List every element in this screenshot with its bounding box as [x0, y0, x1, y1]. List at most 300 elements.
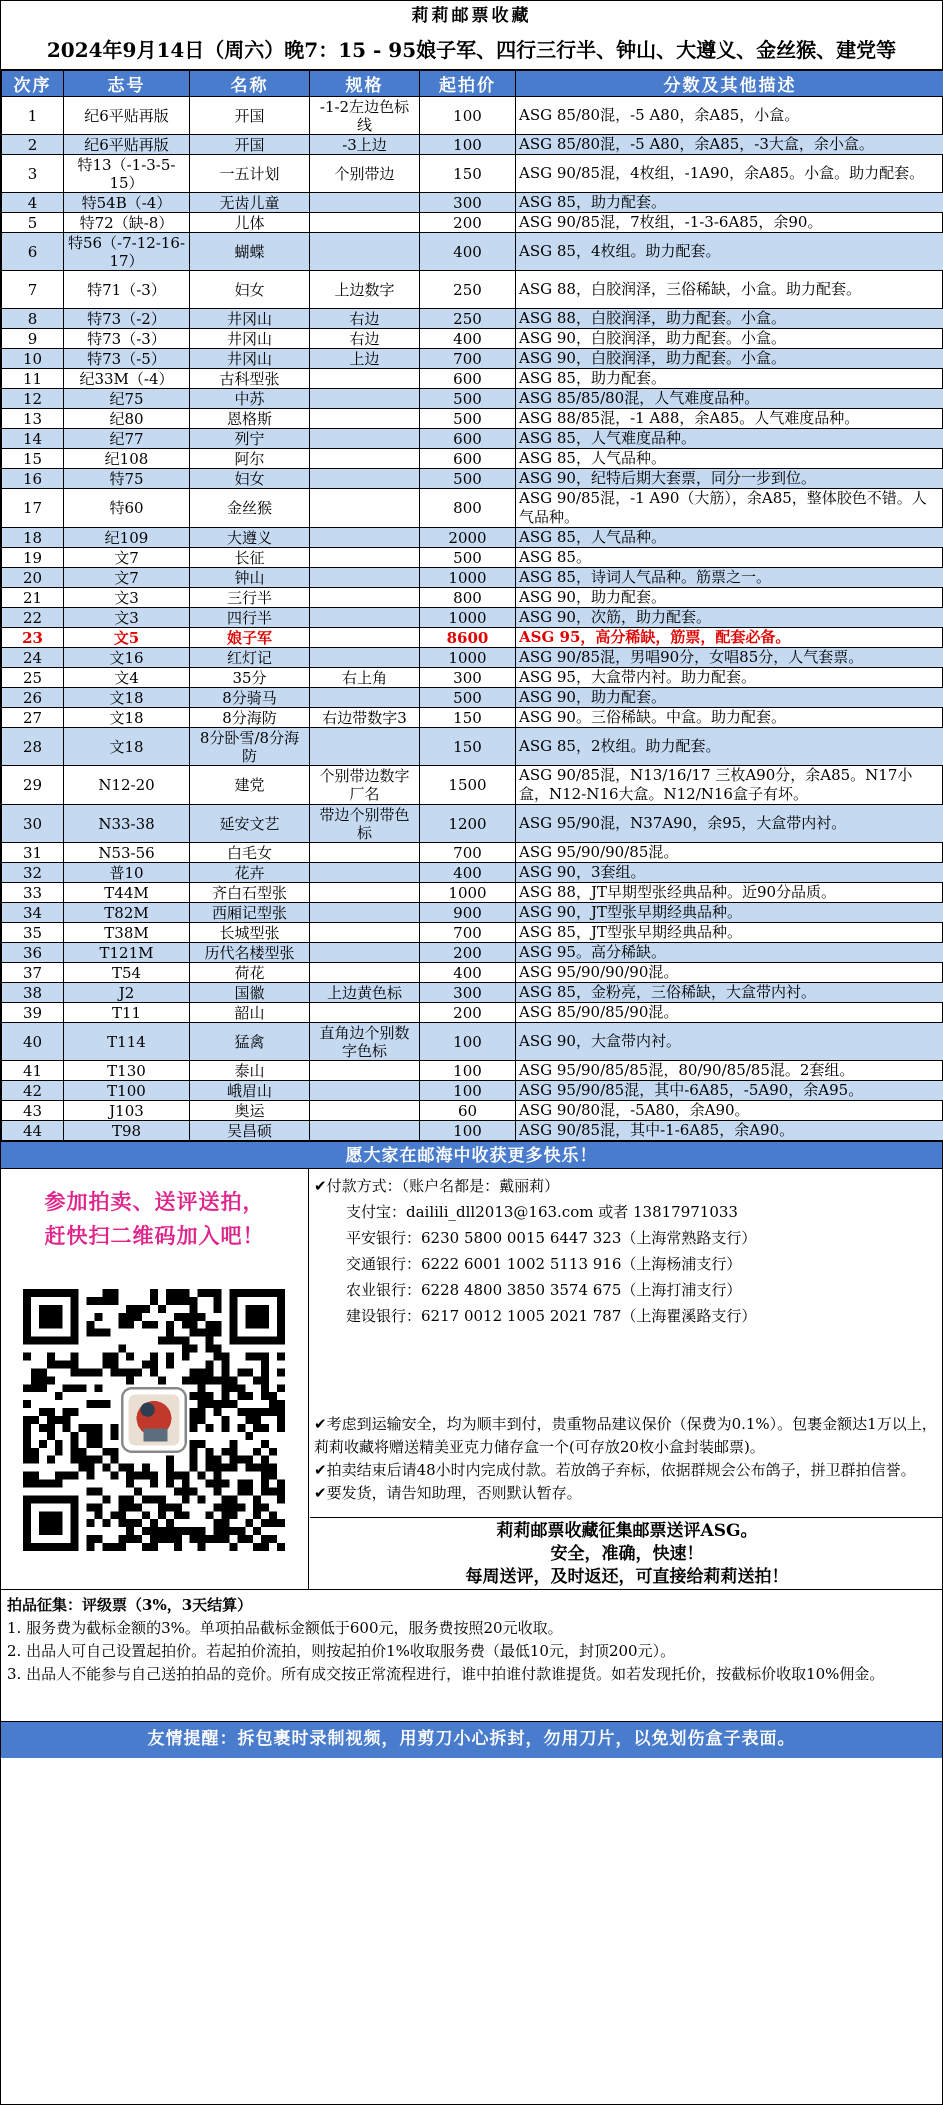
- lot-spec: [310, 1081, 420, 1101]
- lot-desc: ASG 95。高分稀缺。: [516, 943, 943, 963]
- lot-desc: ASG 90，助力配套。: [516, 688, 943, 708]
- lot-desc: ASG 85/90/85/90混。: [516, 1003, 943, 1023]
- table-row: [2, 1061, 943, 1081]
- lot-desc: ASG 95/90/90/85混。: [516, 843, 943, 863]
- table-row: [2, 193, 943, 213]
- lot-no: 33: [2, 883, 64, 903]
- lot-spec: [310, 863, 420, 883]
- table-row: [2, 863, 943, 883]
- lot-price: 1000: [420, 568, 516, 588]
- invite-panel: [1, 1169, 309, 1589]
- lot-no: 30: [2, 805, 64, 843]
- lot-spec: 上边黄色标: [310, 983, 420, 1003]
- lot-price: 1500: [420, 766, 516, 805]
- lot-desc: ASG 95/90/85混，其中-6A85，-5A90，余A95。: [516, 1081, 943, 1101]
- consignment-terms: [1, 1590, 942, 1722]
- table-row: [2, 469, 943, 489]
- lot-name: 开国: [190, 135, 310, 155]
- lot-price: 150: [420, 728, 516, 766]
- lot-spec: [310, 449, 420, 469]
- lot-price: 100: [420, 1081, 516, 1101]
- lot-name: 长征: [190, 548, 310, 568]
- lot-desc: ASG 95/90/85/85混，80/90/85/85混。2套组。: [516, 1061, 943, 1081]
- lot-price: 100: [420, 97, 516, 135]
- lot-name: 井冈山: [190, 329, 310, 349]
- lot-name: 8分骑马: [190, 688, 310, 708]
- lot-price: 800: [420, 489, 516, 528]
- lot-price: 8600: [420, 628, 516, 648]
- lot-price: 600: [420, 369, 516, 389]
- lot-no: 5: [2, 213, 64, 233]
- lot-desc: ASG 90/85混，-1 A90（大筋），余A85，整体胶色不错。人气品种。: [516, 489, 943, 528]
- lot-price: 1000: [420, 608, 516, 628]
- lot-spec: [310, 923, 420, 943]
- payment-panel: [310, 1169, 943, 1589]
- lot-code: J103: [64, 1101, 190, 1121]
- lot-desc: ASG 90/85混，4枚组，-1A90，余A85。小盒。助力配套。: [516, 155, 943, 193]
- lot-price: 500: [420, 389, 516, 409]
- lot-code: T44M: [64, 883, 190, 903]
- header-spec: 规格: [310, 71, 420, 97]
- lot-spec: [310, 489, 420, 528]
- lot-price: 400: [420, 963, 516, 983]
- lot-no: 1: [2, 97, 64, 135]
- lot-code: T98: [64, 1121, 190, 1141]
- lot-no: 19: [2, 548, 64, 568]
- table-row: [2, 213, 943, 233]
- lot-spec: [310, 588, 420, 608]
- lot-code: 文7: [64, 548, 190, 568]
- lot-no: 6: [2, 233, 64, 271]
- promo-line: 莉莉邮票收藏征集邮票送评ASG。: [496, 1521, 758, 1541]
- table-row: [2, 271, 943, 309]
- page-subtitle: 2024年9月14日（周六）晚7：15 - 95娘子军、四行三行半、钟山、大遵义、金丝猴、建党等: [1, 32, 942, 70]
- lot-spec: [310, 728, 420, 766]
- lot-spec: [310, 628, 420, 648]
- bank-account: 建设银行：6217 0012 1005 2021 787（上海瞿溪路支行）: [346, 1307, 757, 1325]
- terms-title: 拍品征集：评级票（3%，3天结算）: [7, 1596, 253, 1614]
- lot-price: 500: [420, 409, 516, 429]
- lot-name: 恩格斯: [190, 409, 310, 429]
- lot-spec: [310, 943, 420, 963]
- lot-price: 400: [420, 233, 516, 271]
- table-row: [2, 608, 943, 628]
- lot-name: 井冈山: [190, 309, 310, 329]
- lot-no: 43: [2, 1101, 64, 1121]
- lot-name: 列宁: [190, 429, 310, 449]
- lot-desc: ASG 85，诗词人气品种。筋票之一。: [516, 568, 943, 588]
- lot-desc: ASG 90/85混，N13/16/17 三枚A90分，余A85。N17小盒，N12-N16大盒。N12/N16盒子有坏。: [516, 766, 943, 805]
- lot-desc: ASG 95/90混，N37A90，余95，大盒带内衬。: [516, 805, 943, 843]
- lot-no: 21: [2, 588, 64, 608]
- lot-desc: ASG 90，3套组。: [516, 863, 943, 883]
- lot-price: 900: [420, 903, 516, 923]
- lot-desc: ASG 85。: [516, 548, 943, 568]
- lot-name: 吴昌硕: [190, 1121, 310, 1141]
- lot-code: 纪80: [64, 409, 190, 429]
- lot-spec: [310, 1003, 420, 1023]
- lot-spec: [310, 688, 420, 708]
- lot-code: 文18: [64, 688, 190, 708]
- lot-price: 700: [420, 349, 516, 369]
- shipping-notes: [310, 1413, 943, 1505]
- lot-code: 特72（缺-8）: [64, 213, 190, 233]
- lot-no: 9: [2, 329, 64, 349]
- lot-code: T121M: [64, 943, 190, 963]
- lot-desc: ASG 85，人气品种。: [516, 528, 943, 548]
- table-row: [2, 766, 943, 805]
- lot-no: 11: [2, 369, 64, 389]
- lot-price: 1000: [420, 648, 516, 668]
- lot-price: 100: [420, 1023, 516, 1061]
- lot-code: 文7: [64, 568, 190, 588]
- lot-desc: ASG 85，人气难度品种。: [516, 429, 943, 449]
- lot-no: 34: [2, 903, 64, 923]
- lot-no: 4: [2, 193, 64, 213]
- lot-desc: ASG 90/85混，其中-1-6A85，余A90。: [516, 1121, 943, 1141]
- lot-spec: [310, 1121, 420, 1141]
- table-row: [2, 843, 943, 863]
- note-item: ✔考虑到运输安全，均为顺丰到付，贵重物品建议保价（保费为0.1%）。包裹金额达1万以上，莉莉收藏将赠送精美亚克力储存盒一个(可存放20枚小盒封装邮票)。: [314, 1415, 937, 1456]
- lot-spec: 带边个别带色标: [310, 805, 420, 843]
- note-item: ✔拍卖结束后请48小时内完成付款。若放鸽子弃标，依据群规会公布鸽子，拼卫群拍信誉。: [314, 1461, 916, 1479]
- payment-info: [310, 1169, 943, 1329]
- lot-code: T100: [64, 1081, 190, 1101]
- lot-spec: [310, 213, 420, 233]
- lot-spec: [310, 369, 420, 389]
- header-name: 名称: [190, 71, 310, 97]
- lot-desc: ASG 90/80混，-5A80，余A90。: [516, 1101, 943, 1121]
- lot-no: 20: [2, 568, 64, 588]
- lot-name: 妇女: [190, 271, 310, 309]
- table-row: [2, 135, 943, 155]
- lot-price: 700: [420, 843, 516, 863]
- lot-name: 峨眉山: [190, 1081, 310, 1101]
- lot-desc: ASG 90，助力配套。: [516, 588, 943, 608]
- table-row: [2, 233, 943, 271]
- table-row: [2, 588, 943, 608]
- lot-name: 红灯记: [190, 648, 310, 668]
- lot-name: 齐白石型张: [190, 883, 310, 903]
- lot-table: [1, 70, 943, 1141]
- invite-line: 参加拍卖、送评送拍，: [44, 1189, 265, 1214]
- lot-desc: ASG 90。三俗稀缺。中盒。助力配套。: [516, 708, 943, 728]
- lot-no: 39: [2, 1003, 64, 1023]
- table-row: [2, 97, 943, 135]
- table-row: [2, 903, 943, 923]
- table-row: [2, 963, 943, 983]
- table-row: [2, 528, 943, 548]
- lot-code: 文18: [64, 728, 190, 766]
- lot-spec: [310, 648, 420, 668]
- footer-reminder: 友情提醒：拆包裹时录制视频，用剪刀小心拆封，勿用刀片，以免划伤盒子表面。: [1, 1722, 942, 1758]
- lot-code: 纪6平贴再版: [64, 97, 190, 135]
- lot-desc: ASG 88，白胶润泽，助力配套。小盒。: [516, 309, 943, 329]
- lot-code: 纪109: [64, 528, 190, 548]
- lot-spec: [310, 193, 420, 213]
- lot-spec: [310, 548, 420, 568]
- lot-price: 100: [420, 1121, 516, 1141]
- lot-name: 35分: [190, 668, 310, 688]
- table-row: [2, 329, 943, 349]
- lot-price: 1200: [420, 805, 516, 843]
- lot-price: 300: [420, 193, 516, 213]
- alipay-account: 支付宝：dailili_dll2013@163.com 或者 13817971033: [346, 1203, 738, 1221]
- lot-code: 纪6平贴再版: [64, 135, 190, 155]
- lot-name: 建党: [190, 766, 310, 805]
- lot-price: 400: [420, 329, 516, 349]
- lot-price: 250: [420, 271, 516, 309]
- lot-desc: ASG 90，次筋，助力配套。: [516, 608, 943, 628]
- table-row: [2, 449, 943, 469]
- lot-name: 8分卧雪/8分海防: [190, 728, 310, 766]
- lot-desc: ASG 85/80混，-5 A80，余A85，-3大盒，余小盒。: [516, 135, 943, 155]
- invite-text: [1, 1169, 308, 1253]
- lot-spec: [310, 409, 420, 429]
- lot-no: 3: [2, 155, 64, 193]
- lot-name: 延安文艺: [190, 805, 310, 843]
- lot-no: 32: [2, 863, 64, 883]
- bank-account: 农业银行：6228 4800 3850 3574 675（上海打浦支行）: [346, 1281, 742, 1299]
- lot-code: T38M: [64, 923, 190, 943]
- terms-item: 3. 出品人不能参与自己送拍拍品的竞价。所有成交按正常流程进行，谁中拍谁付款谁提货。如若发现托价，按截标价收取10%佣金。: [7, 1665, 885, 1683]
- lot-no: 24: [2, 648, 64, 668]
- lot-spec: [310, 843, 420, 863]
- lot-code: 特71（-3）: [64, 271, 190, 309]
- lot-spec: [310, 528, 420, 548]
- lot-code: 特75: [64, 469, 190, 489]
- table-row: [2, 309, 943, 329]
- lot-code: 特54B（-4）: [64, 193, 190, 213]
- table-row: [2, 943, 943, 963]
- lot-price: 60: [420, 1101, 516, 1121]
- header-code: 志号: [64, 71, 190, 97]
- lot-name: 历代名楼型张: [190, 943, 310, 963]
- lot-name: 蝴蝶: [190, 233, 310, 271]
- lot-spec: [310, 233, 420, 271]
- lot-price: 700: [420, 923, 516, 943]
- lot-price: 200: [420, 1003, 516, 1023]
- lot-no: 17: [2, 489, 64, 528]
- lot-name: 一五计划: [190, 155, 310, 193]
- lot-price: 100: [420, 135, 516, 155]
- table-row: [2, 923, 943, 943]
- info-section: [1, 1169, 942, 1590]
- lot-desc: ASG 85，助力配套。: [516, 193, 943, 213]
- lot-price: 200: [420, 943, 516, 963]
- lot-price: 800: [420, 588, 516, 608]
- lot-name: 钟山: [190, 568, 310, 588]
- lot-price: 600: [420, 449, 516, 469]
- lot-name: 白毛女: [190, 843, 310, 863]
- lot-desc: ASG 90/85混，男唱90分，女唱85分，人气套票。: [516, 648, 943, 668]
- lot-price: 1000: [420, 883, 516, 903]
- greeting-banner: 愿大家在邮海中收获更多快乐！: [1, 1141, 942, 1169]
- lot-code: 文18: [64, 708, 190, 728]
- lot-desc: ASG 90，JT型张早期经典品种。: [516, 903, 943, 923]
- lot-desc: ASG 90，纪特后期大套票，同分一步到位。: [516, 469, 943, 489]
- lot-price: 500: [420, 548, 516, 568]
- table-row: [2, 1003, 943, 1023]
- table-row: [2, 688, 943, 708]
- lot-spec: 个别带边: [310, 155, 420, 193]
- lot-no: 28: [2, 728, 64, 766]
- lot-desc: ASG 88，JT早期型张经典品种。近90分品质。: [516, 883, 943, 903]
- lot-code: N12-20: [64, 766, 190, 805]
- lot-name: 井冈山: [190, 349, 310, 369]
- lot-no: 15: [2, 449, 64, 469]
- table-row: [2, 728, 943, 766]
- lot-price: 500: [420, 469, 516, 489]
- bank-account: 平安银行：6230 5800 0015 6447 323（上海常熟路支行）: [346, 1229, 757, 1247]
- lot-code: T82M: [64, 903, 190, 923]
- lot-price: 150: [420, 708, 516, 728]
- lot-no: 44: [2, 1121, 64, 1141]
- lot-name: 花卉: [190, 863, 310, 883]
- table-row: [2, 805, 943, 843]
- lot-no: 37: [2, 963, 64, 983]
- lot-price: 250: [420, 309, 516, 329]
- header-desc: 分数及其他描述: [516, 71, 943, 97]
- lot-no: 2: [2, 135, 64, 155]
- lot-name: 三行半: [190, 588, 310, 608]
- lot-spec: [310, 1101, 420, 1121]
- qr-code[interactable]: [23, 1289, 285, 1551]
- lot-no: 42: [2, 1081, 64, 1101]
- lot-no: 16: [2, 469, 64, 489]
- lot-name: 四行半: [190, 608, 310, 628]
- lot-name: 大遵义: [190, 528, 310, 548]
- header-price: 起拍价: [420, 71, 516, 97]
- lot-spec: -1-2左边色标线: [310, 97, 420, 135]
- lot-spec: [310, 903, 420, 923]
- lot-spec: 个别带边数字厂名: [310, 766, 420, 805]
- table-row: [2, 708, 943, 728]
- lot-spec: 右上角: [310, 668, 420, 688]
- lot-name: 妇女: [190, 469, 310, 489]
- lot-desc: ASG 85/85/80混，人气难度品种。: [516, 389, 943, 409]
- lot-no: 13: [2, 409, 64, 429]
- page-title: 莉莉邮票收藏: [411, 6, 532, 26]
- lot-name: 长城型张: [190, 923, 310, 943]
- lot-price: 200: [420, 213, 516, 233]
- lot-desc: ASG 85，2枚组。助力配套。: [516, 728, 943, 766]
- lot-desc: ASG 90/85混，7枚组，-1-3-6A85，余90。: [516, 213, 943, 233]
- lot-spec: 右边带数字3: [310, 708, 420, 728]
- lot-spec: [310, 883, 420, 903]
- lot-no: 36: [2, 943, 64, 963]
- table-row: [2, 369, 943, 389]
- table-row: [2, 1081, 943, 1101]
- lot-no: 18: [2, 528, 64, 548]
- lot-code: N53-56: [64, 843, 190, 863]
- lot-code: N33-38: [64, 805, 190, 843]
- lot-no: 23: [2, 628, 64, 648]
- lot-name: 国徽: [190, 983, 310, 1003]
- table-row: [2, 1101, 943, 1121]
- lot-no: 41: [2, 1061, 64, 1081]
- lot-desc: ASG 85，4枚组。助力配套。: [516, 233, 943, 271]
- table-row: [2, 1023, 943, 1061]
- header-no: 次序: [2, 71, 64, 97]
- lot-desc: ASG 95/90/90/90混。: [516, 963, 943, 983]
- table-row: [2, 429, 943, 449]
- promo-line: 安全，准确，快速！: [550, 1544, 704, 1564]
- terms-item: 2. 出品人可自己设置起拍价。若起拍价流拍，则按起拍价1%收取服务费（最低10元，封顶200元）。: [7, 1642, 676, 1660]
- lot-spec: [310, 389, 420, 409]
- promo-box: [310, 1517, 943, 1589]
- lot-code: T11: [64, 1003, 190, 1023]
- invite-line: 赶快扫二维码加入吧！: [44, 1223, 265, 1248]
- lot-spec: 右边: [310, 309, 420, 329]
- payment-heading: ✔付款方式：（账户名都是：戴丽莉）: [314, 1177, 560, 1195]
- lot-code: 纪33M（-4）: [64, 369, 190, 389]
- lot-spec: [310, 469, 420, 489]
- lot-name: 古科型张: [190, 369, 310, 389]
- lot-code: 特73（-2）: [64, 309, 190, 329]
- table-row: [2, 983, 943, 1003]
- lot-code: 纪108: [64, 449, 190, 469]
- lot-price: 500: [420, 688, 516, 708]
- lot-code: J2: [64, 983, 190, 1003]
- lot-no: 22: [2, 608, 64, 628]
- lot-spec: -3上边: [310, 135, 420, 155]
- lot-spec: [310, 568, 420, 588]
- lot-desc: ASG 90，白胶润泽，助力配套。小盒。: [516, 329, 943, 349]
- lot-code: 文4: [64, 668, 190, 688]
- lot-price: 300: [420, 668, 516, 688]
- lot-desc: ASG 85，JT型张早期经典品种。: [516, 923, 943, 943]
- table-row: [2, 883, 943, 903]
- lot-code: T114: [64, 1023, 190, 1061]
- table-row: [2, 668, 943, 688]
- lot-desc: ASG 85/80混，-5 A80，余A85，小盒。: [516, 97, 943, 135]
- promo-line: 每周送评，及时返还，可直接给莉莉送拍！: [465, 1567, 789, 1587]
- lot-spec: 上边: [310, 349, 420, 369]
- table-row: [2, 155, 943, 193]
- lot-desc: ASG 90，大盒带内衬。: [516, 1023, 943, 1061]
- lot-code: 特13（-1-3-5-15）: [64, 155, 190, 193]
- lot-code: 文5: [64, 628, 190, 648]
- lot-desc: ASG 85，金粉亮，三俗稀缺，大盒带内衬。: [516, 983, 943, 1003]
- lot-desc: ASG 88，白胶润泽，三俗稀缺，小盒。助力配套。: [516, 271, 943, 309]
- table-row: [2, 568, 943, 588]
- lot-no: 27: [2, 708, 64, 728]
- lot-desc: ASG 95，高分稀缺，筋票，配套必备。: [516, 628, 943, 648]
- lot-name: 金丝猴: [190, 489, 310, 528]
- lot-no: 10: [2, 349, 64, 369]
- lot-name: 西厢记型张: [190, 903, 310, 923]
- lot-price: 2000: [420, 528, 516, 548]
- lot-name: 猛禽: [190, 1023, 310, 1061]
- lot-name: 开国: [190, 97, 310, 135]
- lot-no: 8: [2, 309, 64, 329]
- lot-spec: 右边: [310, 329, 420, 349]
- lot-code: T130: [64, 1061, 190, 1081]
- lot-name: 8分海防: [190, 708, 310, 728]
- table-row: [2, 389, 943, 409]
- lot-desc: ASG 85，人气品种。: [516, 449, 943, 469]
- bank-account: 交通银行：6222 6001 1002 5113 916（上海杨浦支行）: [346, 1255, 742, 1273]
- note-item: ✔要发货，请告知助理，否则默认暂存。: [314, 1484, 582, 1502]
- lot-no: 31: [2, 843, 64, 863]
- table-row: [2, 409, 943, 429]
- table-row: [2, 628, 943, 648]
- lot-no: 40: [2, 1023, 64, 1061]
- lot-no: 29: [2, 766, 64, 805]
- lot-price: 600: [420, 429, 516, 449]
- lot-code: 文3: [64, 588, 190, 608]
